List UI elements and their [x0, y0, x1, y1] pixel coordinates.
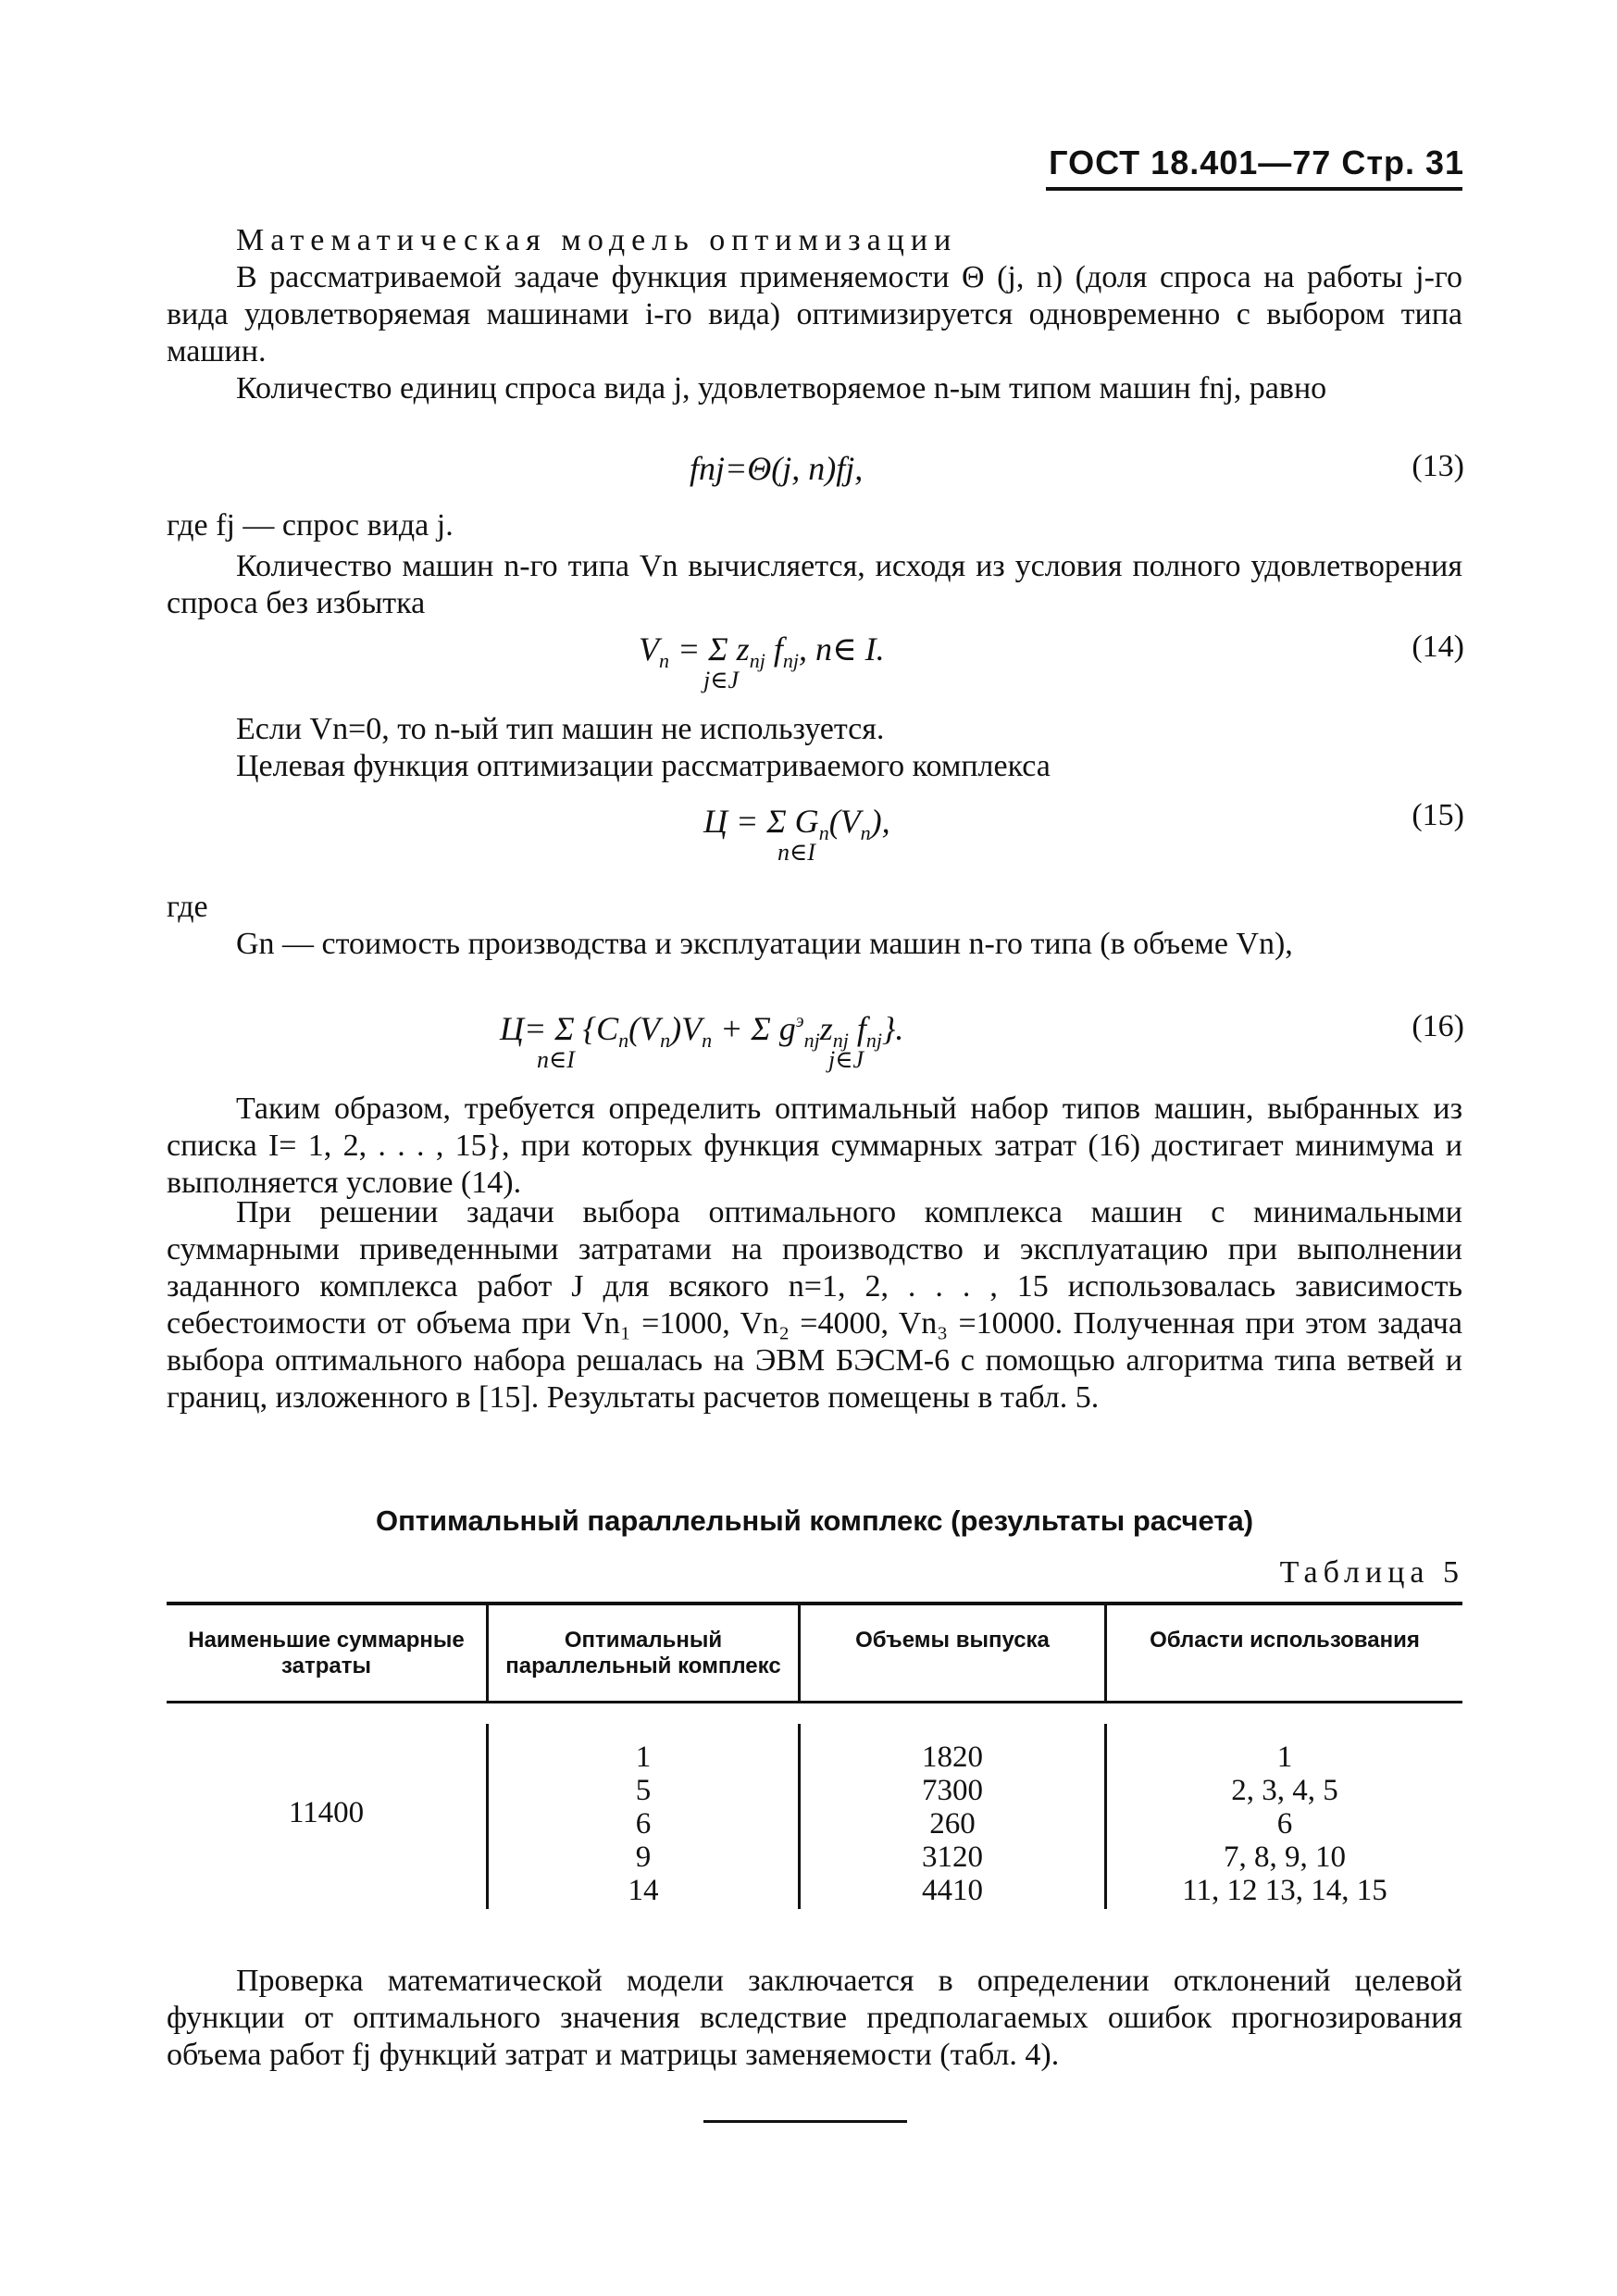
section-title: Математическая модель оптимизации [236, 223, 958, 257]
eq14-body: $V_n = \Sigma$ $z_{nj}$ $f_{nj}$, n∈ I. [639, 630, 885, 672]
header-rule [1046, 187, 1462, 191]
paragraph-2: Количество единиц спроса вида j, удовлетворяемое n-ым типом машин fnj, равно [236, 371, 1327, 406]
table-cell: 7300 [922, 1774, 983, 1807]
paragraph-5: Если Vn=0, то n-ый тип машин не используется. [236, 712, 885, 746]
table-cell: 14 [628, 1874, 659, 1907]
header-min-cost: Наименьшие суммарные затраты [188, 1628, 465, 1678]
paragraph-8: При решении задачи выбора оптимального комплекса машин с минимальными суммарными приведенными затратами на производство и эксплуатацию при выполнении заданного комплекса работ J для всякого n=1, 2, . . . , 15 использовалась зависимость себестоимости от объема при Vn₁ =1000, Vn₂ =4000, Vn₃ =10000. Полученная при этом задача выбора оптимального набора решалась на ЭВМ БЭСМ-6 с помощью алгоритма типа ветвей и границ, изложенного в [15]. Результаты расчетов помещены в табл. 5. [167, 1195, 1462, 1415]
paragraph-1: В рассматриваемой задаче функция применяемости Θ (j, n) (доля спроса на работы j-го вида удовлетворяемая машинами i-го вида) оптимизируется одновременно с выбором типа машин. [167, 260, 1462, 368]
table-top-rule [167, 1602, 1462, 1605]
eq15-body: Ц = Σ $G_n(V_n)$, [703, 803, 890, 844]
equation-15 [703, 802, 890, 866]
equation-16-number: (16) [1412, 1009, 1464, 1043]
table-cell: 6 [1276, 1807, 1293, 1841]
paragraph-9: Проверка математической модели заключается в определении отклонений целевой функции от оптимального значения вследствие предполагаемых ошибок прогнозирования объема работ fj функций затрат и матрицы заменяемости (табл. 4). [167, 1964, 1462, 2072]
table-cell: 6 [635, 1807, 652, 1841]
definition-gn: Gn — стоимость производства и эксплуатации машин n-го типа (в объеме Vn), [236, 927, 1293, 961]
equation-15-number: (15) [1412, 798, 1464, 832]
page-header: ГОСТ 18.401—77 Стр. 31 [1049, 144, 1464, 181]
equation-16 [500, 1009, 904, 1073]
equation-14-number: (14) [1412, 630, 1464, 664]
equation-13-number: (13) [1412, 449, 1464, 483]
eq16-sum-index-2: j∈J [828, 1046, 864, 1073]
equation-13 [690, 449, 863, 488]
eq16-sum-index-1: n∈I [537, 1046, 575, 1073]
table-cell: 1 [635, 1741, 652, 1774]
paragraph-3: где fj — спрос вида j. [167, 508, 454, 543]
table-cell: 2, 3, 4, 5 [1231, 1774, 1338, 1807]
paragraph-6: Целевая функция оптимизации рассматриваемого комплекса [236, 749, 1051, 783]
eq16-body: Ц= Σ {$C_n(V_n)V_n + \Sigma$ $g^э_{nj}z_{nj}$ $f_{nj}$}. [500, 1010, 904, 1052]
table-cell: 1820 [922, 1741, 983, 1774]
header-areas: Области использования [1150, 1628, 1420, 1653]
end-rule [703, 2120, 907, 2123]
equation-14 [639, 630, 885, 693]
table-cell: 3120 [922, 1841, 983, 1874]
paragraph-7: Таким образом, требуется определить оптимальный набор типов машин, выбранных из списка I= 1, 2, . . . , 15}, при которых функция суммарных затрат (16) достигает минимума и выполняется условие (14). [167, 1092, 1462, 1200]
eq14-sum-index: j∈J [703, 667, 740, 693]
eq13-text: fnj=Θ(j, n)fj, [690, 450, 864, 487]
table-cell: 7, 8, 9, 10 [1224, 1841, 1346, 1874]
eq15-sum-index: n∈I [777, 839, 815, 866]
table-label: Таблица 5 [1279, 1555, 1464, 1590]
cell-min-cost: 11400 [288, 1796, 365, 1829]
table-header-rule [167, 1701, 1462, 1703]
table-cell: 260 [929, 1807, 976, 1841]
table-cell: 9 [635, 1841, 652, 1874]
table-title: Оптимальный параллельный комплекс (результаты расчета) [375, 1504, 1254, 1537]
where-label: где [167, 890, 208, 924]
table-cell: 4410 [922, 1874, 983, 1907]
table-cell: 1 [1276, 1741, 1293, 1774]
table-cell: 11, 12 13, 14, 15 [1182, 1874, 1387, 1907]
paragraph-4: Количество машин n-го типа Vn вычисляется, исходя из условия полного удовлетворения спроса без избытка [167, 549, 1462, 620]
header-volumes: Объемы выпуска [855, 1628, 1050, 1653]
header-complex: Оптимальный параллельный комплекс [505, 1628, 781, 1678]
table-cell: 5 [635, 1774, 652, 1807]
